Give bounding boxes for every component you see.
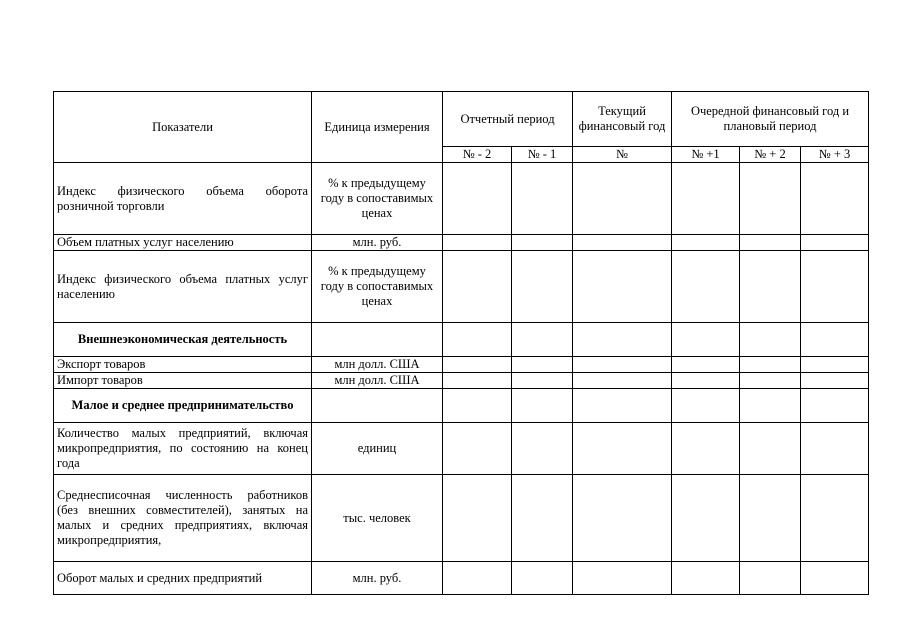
row-unit: млн. руб. — [312, 562, 443, 595]
row-unit — [312, 323, 443, 357]
value-cell — [573, 235, 672, 251]
table-header-row — [54, 92, 869, 147]
value-cell — [443, 235, 512, 251]
value-cell — [573, 251, 672, 323]
row-unit: млн. руб. — [312, 235, 443, 251]
section-title: Внешнеэкономическая деятельность — [54, 323, 312, 357]
table-row — [54, 357, 869, 373]
value-cell — [443, 373, 512, 389]
row-label: Объем платных услуг населению — [54, 235, 312, 251]
value-cell — [801, 163, 869, 235]
value-cell — [801, 235, 869, 251]
forecast-indicators-table — [53, 91, 869, 595]
subheader-year: № — [573, 147, 672, 163]
value-cell — [512, 323, 573, 357]
value-cell — [672, 373, 740, 389]
table-row — [54, 235, 869, 251]
value-cell — [573, 562, 672, 595]
row-label: Количество малых предприятий, включая микропредприятия, по состоянию на конец года — [54, 423, 312, 475]
value-cell — [573, 163, 672, 235]
subheader-year: № + 2 — [740, 147, 801, 163]
value-cell — [443, 357, 512, 373]
value-cell — [801, 357, 869, 373]
value-cell — [443, 251, 512, 323]
row-label: Оборот малых и средних предприятий — [54, 562, 312, 595]
value-cell — [672, 323, 740, 357]
value-cell — [801, 373, 869, 389]
value-cell — [512, 389, 573, 423]
value-cell — [672, 235, 740, 251]
value-cell — [672, 423, 740, 475]
value-cell — [740, 235, 801, 251]
value-cell — [801, 323, 869, 357]
table-row — [54, 562, 869, 595]
value-cell — [512, 251, 573, 323]
value-cell — [512, 373, 573, 389]
row-unit: единиц — [312, 423, 443, 475]
value-cell — [443, 163, 512, 235]
value-cell — [512, 357, 573, 373]
subheader-year: № +1 — [672, 147, 740, 163]
value-cell — [443, 423, 512, 475]
value-cell — [672, 251, 740, 323]
header-next-and-planning: Очередной финансовый год и плановый период — [672, 92, 869, 147]
value-cell — [573, 389, 672, 423]
value-cell — [672, 357, 740, 373]
value-cell — [740, 357, 801, 373]
table-row — [54, 163, 869, 235]
table-row — [54, 373, 869, 389]
section-header-row — [54, 323, 869, 357]
row-label: Индекс физического объема платных услуг населению — [54, 251, 312, 323]
section-header-row — [54, 389, 869, 423]
subheader-year: № - 1 — [512, 147, 573, 163]
table-row — [54, 423, 869, 475]
value-cell — [512, 163, 573, 235]
row-unit: % к предыдущему году в сопоставимых ценах — [312, 251, 443, 323]
value-cell — [573, 323, 672, 357]
value-cell — [740, 389, 801, 423]
value-cell — [443, 323, 512, 357]
value-cell — [672, 475, 740, 562]
value-cell — [801, 562, 869, 595]
value-cell — [740, 373, 801, 389]
value-cell — [801, 475, 869, 562]
value-cell — [573, 373, 672, 389]
value-cell — [512, 562, 573, 595]
header-unit: Единица измерения — [312, 92, 443, 163]
header-current-year: Текущий финансовый год — [573, 92, 672, 147]
row-unit — [312, 389, 443, 423]
subheader-year: № + 3 — [801, 147, 869, 163]
value-cell — [672, 562, 740, 595]
value-cell — [740, 475, 801, 562]
section-title: Малое и среднее предпринимательство — [54, 389, 312, 423]
value-cell — [740, 562, 801, 595]
row-unit: % к предыдущему году в сопоставимых ценах — [312, 163, 443, 235]
value-cell — [573, 475, 672, 562]
value-cell — [740, 323, 801, 357]
subheader-year: № - 2 — [443, 147, 512, 163]
table-row — [54, 475, 869, 562]
header-indicators: Показатели — [54, 92, 312, 163]
value-cell — [443, 475, 512, 562]
value-cell — [801, 389, 869, 423]
row-label: Среднесписочная численность работников (без внешних совместителей), занятых на малых и средних предприятиях, включая микропредприятия, — [54, 475, 312, 562]
value-cell — [573, 357, 672, 373]
value-cell — [443, 562, 512, 595]
row-label: Индекс физического объема оборота розничной торговли — [54, 163, 312, 235]
header-reporting-period: Отчетный период — [443, 92, 573, 147]
row-unit: млн долл. США — [312, 373, 443, 389]
row-label: Экспорт товаров — [54, 357, 312, 373]
row-unit: тыс. человек — [312, 475, 443, 562]
value-cell — [801, 251, 869, 323]
row-label: Импорт товаров — [54, 373, 312, 389]
table-row — [54, 251, 869, 323]
value-cell — [740, 251, 801, 323]
value-cell — [672, 163, 740, 235]
row-unit: млн долл. США — [312, 357, 443, 373]
value-cell — [512, 475, 573, 562]
value-cell — [801, 423, 869, 475]
value-cell — [672, 389, 740, 423]
value-cell — [512, 423, 573, 475]
value-cell — [443, 389, 512, 423]
value-cell — [740, 423, 801, 475]
value-cell — [740, 163, 801, 235]
value-cell — [512, 235, 573, 251]
value-cell — [573, 423, 672, 475]
